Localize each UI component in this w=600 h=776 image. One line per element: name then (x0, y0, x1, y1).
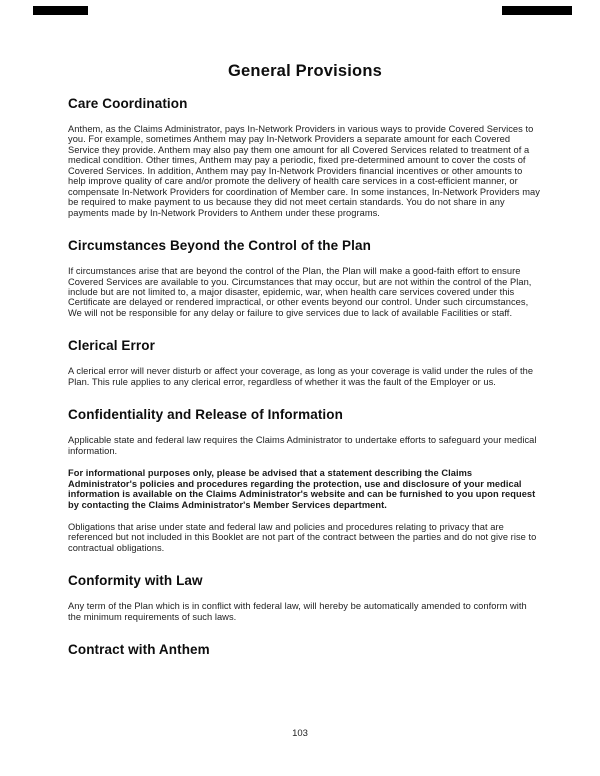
section-heading-contract-with-anthem: Contract with Anthem (68, 642, 210, 658)
section-heading-confidentiality: Confidentiality and Release of Information (68, 407, 343, 423)
scan-artifact-top-right (502, 6, 572, 15)
page-number: 103 (292, 728, 308, 739)
paragraph: If circumstances arise that are beyond the control of the Plan, the Plan will make a good-faith effort to ensure Covered Services are available to you. Circumstances that may occur, but are not within the control of the Plan, include but are not limited to, a major disaster, epidemic, war, when health care services covered under this Certificate are delayed or rendered impractical, or other events beyond our control. Under such circumstances, We will not be responsible for any delay or failure to give services due to lack of available Facilities or staff. (68, 266, 532, 318)
paragraph: A clerical error will never disturb or affect your coverage, as long as your coverage is valid under the rules of the Plan. This rule applies to any clerical error, regardless of whether it was the fault of the Employer or us. (68, 366, 534, 387)
section-heading-care-coordination: Care Coordination (68, 96, 188, 111)
paragraph: Applicable state and federal law requires the Claims Administrator to undertake efforts to safeguard your medical information. (68, 435, 537, 456)
section-heading-clerical-error: Clerical Error (68, 338, 155, 354)
section-heading-conformity-with-law: Conformity with Law (68, 573, 203, 589)
scan-artifact-top-left (33, 6, 88, 15)
paragraph: Anthem, as the Claims Administrator, pays In-Network Providers in various ways to provide Covered Services to you. For example, sometimes Anthem may pay In-Network Providers a separate amount for each Covered Service they provide. Anthem may also pay them one amount for all Covered Services related to treatment of a medical condition. Other times, Anthem may pay a periodic, fixed pre-determined amount to cover the costs of Covered Services. In addition, Anthem may pay In-Network Providers financial incentives or other amounts to help improve quality of care and/or promote the delivery of health care services in a cost-efficient manner, or compensate In-Network Providers for coordination of Member care. In some instances, In-Network Providers may be required to make payment to us because they did not meet certain standards. You do not share in any payments made by In-Network Providers to Anthem under these programs. (68, 124, 540, 218)
paragraph: Any term of the Plan which is in conflict with federal law, will hereby be automatically amended to conform with the minimum requirements of such laws. (68, 601, 527, 622)
paragraph: Obligations that arise under state and federal law and policies and procedures relating to privacy that are referenced but not included in this Booklet are not part of the contract between the parties and do not give rise to contractual obligations. (68, 521, 537, 553)
section-heading-circumstances-beyond-control: Circumstances Beyond the Control of the Plan (68, 238, 371, 254)
paragraph-bold-notice: For informational purposes only, please be advised that a statement describing the Claims Administrator's policies and procedures regarding the protection, use and disclosure of your medical information is available on the Claims Administrator's website and can be furnished to you upon request by contacting the Claims Administrator's Member Services department. (68, 468, 536, 510)
page-title: General Provisions (228, 62, 382, 80)
